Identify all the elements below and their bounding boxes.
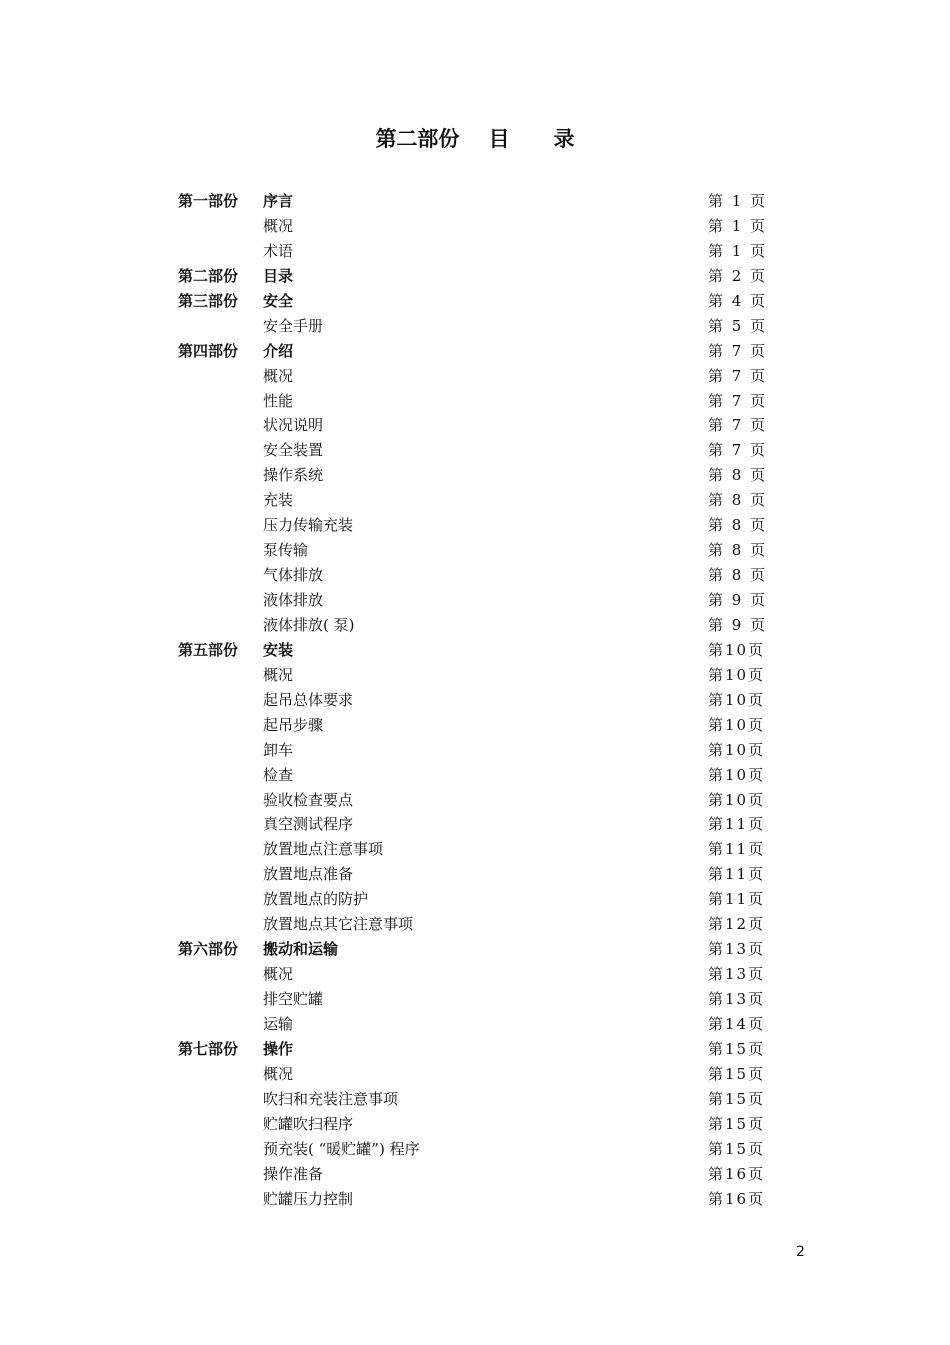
toc-section-title: 序言	[263, 192, 294, 210]
toc-page-ref: 第13页	[708, 990, 766, 1008]
toc-row	[0, 339, 950, 364]
toc-row	[0, 663, 950, 688]
toc-page-ref: 第 9 页	[708, 591, 768, 609]
toc-row	[0, 438, 950, 463]
toc-row	[0, 912, 950, 937]
toc-row	[0, 788, 950, 813]
toc-page-ref: 第11页	[708, 840, 766, 859]
toc-page-ref: 第 1 页	[708, 241, 768, 260]
toc-row	[0, 837, 950, 862]
toc-page-ref: 第 9 页	[708, 615, 768, 634]
toc-part-label: 第六部份	[178, 940, 239, 959]
toc-row	[0, 1012, 950, 1037]
toc-page-ref: 第 7 页	[708, 391, 768, 410]
toc-page-ref: 第12页	[708, 915, 766, 934]
toc-page-ref: 第10页	[708, 790, 766, 809]
toc-item-title: 概况	[263, 1064, 294, 1083]
toc-row	[0, 264, 950, 289]
toc-row	[0, 1187, 950, 1212]
toc-item-title: 气体排放	[263, 566, 324, 585]
toc-page-ref: 第 8 页	[708, 566, 768, 585]
toc-item-title: 液体排放( 泵)	[263, 615, 355, 634]
toc-page-ref: 第 1 页	[708, 192, 768, 210]
toc-page-ref: 第 5 页	[708, 316, 768, 335]
toc-item-title: 操作系统	[263, 466, 324, 485]
toc-section-title: 安全	[263, 291, 294, 310]
toc-row	[0, 962, 950, 987]
toc-row	[0, 1062, 950, 1087]
toc-page-ref: 第 7 页	[708, 416, 768, 435]
toc-page-ref: 第11页	[708, 865, 766, 884]
toc-part-label: 第二部份	[178, 266, 239, 285]
toc-row	[0, 214, 950, 239]
toc-item-title: 起吊总体要求	[263, 690, 354, 709]
toc-page-ref: 第11页	[708, 890, 766, 909]
toc-row	[0, 862, 950, 887]
toc-page-ref: 第 7 页	[708, 441, 768, 460]
toc-page-ref: 第 1 页	[708, 216, 768, 235]
toc-row	[0, 1137, 950, 1162]
toc-row	[0, 189, 950, 214]
toc-row	[0, 364, 950, 389]
toc-page-ref: 第10页	[708, 765, 766, 784]
toc-row	[0, 1162, 950, 1187]
toc-item-title: 概况	[263, 216, 294, 235]
toc-item-title: 术语	[263, 241, 294, 260]
toc-item-title: 放置地点准备	[263, 865, 354, 884]
toc-section-title: 目录	[263, 266, 294, 285]
toc-row	[0, 538, 950, 563]
toc-page-ref: 第10页	[708, 640, 766, 659]
toc-row	[0, 1112, 950, 1137]
toc-item-title: 概况	[263, 665, 294, 684]
toc-section-title: 安装	[263, 640, 294, 659]
toc-item-title: 真空测试程序	[263, 815, 354, 834]
toc-page-ref: 第13页	[708, 940, 766, 959]
toc-row	[0, 239, 950, 264]
toc-page-ref: 第11页	[708, 815, 766, 834]
page-title: 第二部份 目 录	[375, 127, 575, 151]
toc-item-title: 操作准备	[263, 1164, 324, 1183]
toc-row	[0, 688, 950, 713]
toc-row	[0, 937, 950, 962]
toc-item-title: 贮罐压力控制	[263, 1189, 354, 1208]
toc-page-ref: 第 7 页	[708, 341, 768, 360]
toc-item-title: 性能	[263, 391, 294, 410]
toc-item-title: 概况	[263, 965, 294, 984]
toc-page-ref: 第 8 页	[708, 516, 768, 535]
toc-row	[0, 638, 950, 663]
toc-page-ref: 第10页	[708, 665, 766, 684]
toc-part-label: 第一部份	[178, 192, 239, 210]
toc-section-title: 操作	[263, 1039, 294, 1058]
toc-row	[0, 613, 950, 638]
toc-part-label: 第七部份	[178, 1039, 239, 1058]
toc-item-title: 排空贮罐	[263, 990, 324, 1008]
toc-part-label: 第四部份	[178, 341, 239, 360]
toc-row	[0, 463, 950, 488]
toc-item-title: 安全手册	[263, 316, 324, 335]
toc-item-title: 液体排放	[263, 591, 324, 609]
toc-part-label: 第三部份	[178, 291, 239, 310]
toc-item-title: 放置地点注意事项	[263, 840, 384, 859]
toc-item-title: 运输	[263, 1014, 294, 1033]
toc-row	[0, 713, 950, 738]
toc-item-title: 安全装置	[263, 441, 324, 460]
toc-part-label: 第五部份	[178, 640, 239, 659]
toc-row	[0, 1037, 950, 1062]
toc-item-title: 放置地点其它注意事项	[263, 915, 414, 934]
toc-item-title: 压力传输充装	[263, 516, 354, 535]
toc-row	[0, 513, 950, 538]
toc-row	[0, 413, 950, 438]
toc-row	[0, 763, 950, 788]
toc-item-title: 贮罐吹扫程序	[263, 1114, 354, 1133]
toc-page-ref: 第 8 页	[708, 491, 768, 510]
toc-item-title: 充装	[263, 491, 294, 510]
toc-page-ref: 第15页	[708, 1064, 766, 1083]
toc-row	[0, 887, 950, 912]
toc-row	[0, 289, 950, 314]
toc-item-title: 起吊步骤	[263, 715, 324, 734]
toc-row	[0, 488, 950, 513]
toc-item-title: 预充装( “暖贮罐”) 程序	[263, 1139, 420, 1158]
toc-page-ref: 第15页	[708, 1139, 766, 1158]
toc-row	[0, 588, 950, 613]
toc-page-ref: 第10页	[708, 715, 766, 734]
page-number: 2	[796, 1244, 805, 1260]
toc-item-title: 吹扫和充装注意事项	[263, 1089, 399, 1108]
toc-row	[0, 389, 950, 414]
toc-item-title: 检查	[263, 765, 294, 784]
toc-page-ref: 第16页	[708, 1164, 766, 1183]
toc-row	[0, 812, 950, 837]
toc-item-title: 卸车	[263, 740, 294, 759]
toc-page-ref: 第 2 页	[708, 266, 768, 285]
toc-page-ref: 第 7 页	[708, 366, 768, 385]
toc-item-title: 概况	[263, 366, 294, 385]
toc-page-ref: 第16页	[708, 1189, 766, 1208]
toc-page-ref: 第10页	[708, 690, 766, 709]
toc-row	[0, 1087, 950, 1112]
toc-page-ref: 第 8 页	[708, 541, 768, 560]
toc-item-title: 验收检查要点	[263, 790, 354, 809]
toc-section-title: 搬动和运输	[263, 940, 339, 959]
toc-item-title: 状况说明	[263, 416, 324, 435]
toc-item-title: 泵传输	[263, 541, 309, 560]
toc-row	[0, 563, 950, 588]
table-of-contents	[0, 189, 950, 1211]
toc-page-ref: 第10页	[708, 740, 766, 759]
toc-page-ref: 第13页	[708, 965, 766, 984]
toc-page-ref: 第14页	[708, 1014, 766, 1033]
toc-page-ref: 第 8 页	[708, 466, 768, 485]
toc-row	[0, 314, 950, 339]
toc-row	[0, 987, 950, 1012]
toc-row	[0, 738, 950, 763]
toc-page-ref: 第 4 页	[708, 291, 768, 310]
toc-section-title: 介绍	[263, 341, 294, 360]
toc-page-ref: 第15页	[708, 1089, 766, 1108]
toc-item-title: 放置地点的防护	[263, 890, 369, 909]
toc-page-ref: 第15页	[708, 1039, 766, 1058]
toc-page-ref: 第15页	[708, 1114, 766, 1133]
